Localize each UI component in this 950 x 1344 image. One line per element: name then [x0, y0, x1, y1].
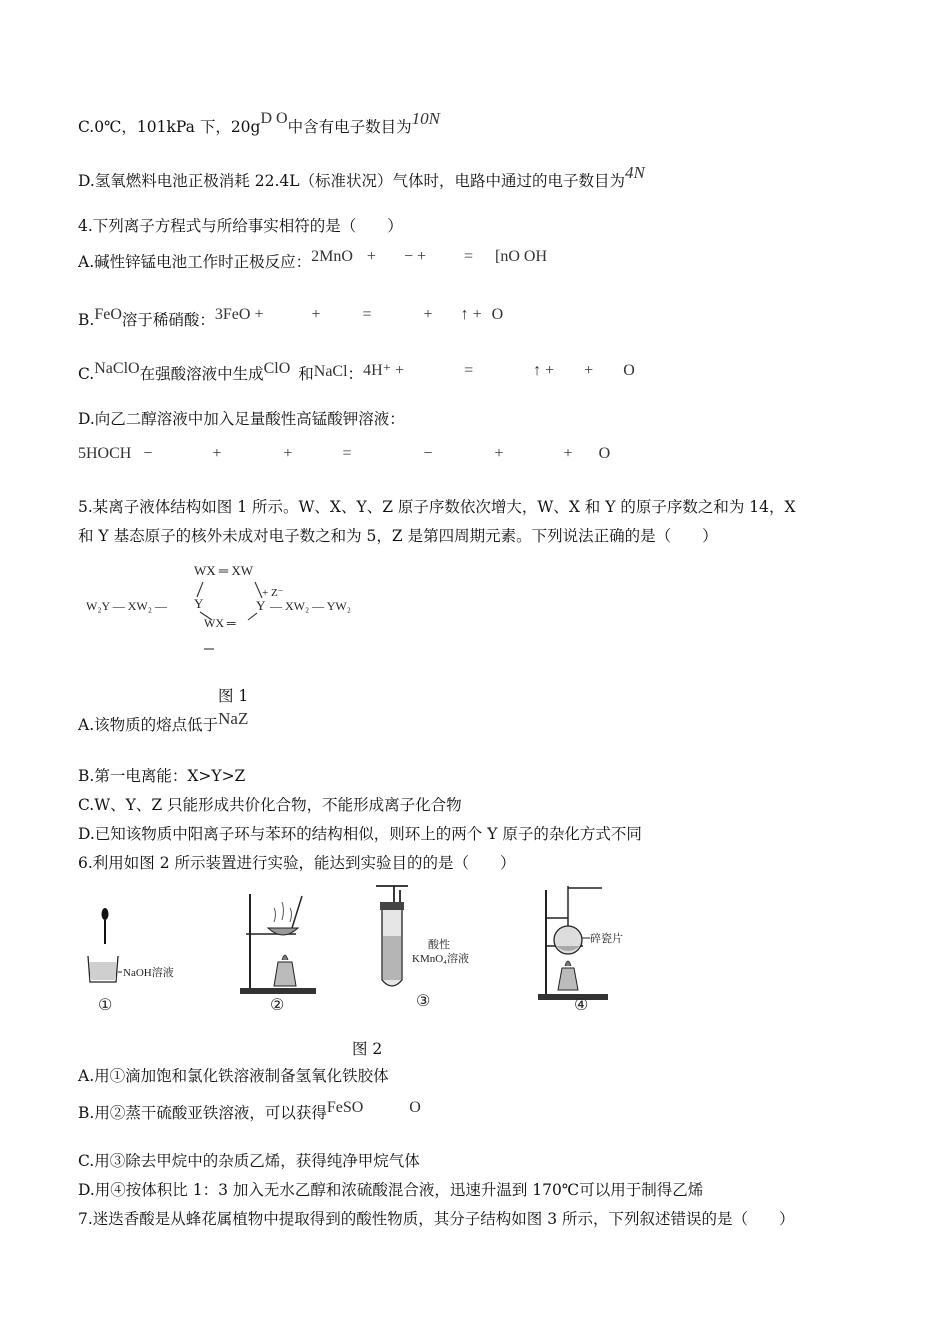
fig1-right-chain: — XW₂ — YW₂ — [270, 599, 351, 613]
question-5-line2: 和 Y 基态原子的核外未成对电子数之和为 5，Z 是第四周期元素。下列说法正确的是（ ） — [78, 527, 718, 545]
fig1-charge: + Z⁻ — [262, 587, 284, 599]
value-4na: 4N — [625, 163, 645, 182]
option-4b: B.FeO溶于稀硝酸：3FeO + + = + ↑ + O — [78, 306, 504, 329]
option-6c: C.用③除去甲烷中的杂质乙烯，获得纯净甲烷气体 — [78, 1152, 420, 1170]
question-5-line1: 5.某离子液体结构如图 1 所示。W、X、Y、Z 原子序数依次增大，W、X 和 Y 的原子序数之和为 14，X — [78, 498, 796, 516]
figure-2-apparatus — [78, 876, 658, 1016]
option-6b: B.用②蒸干硫酸亚铁溶液，可以获得FeSO O — [78, 1099, 421, 1122]
figure-1-structure — [80, 560, 380, 660]
option-6d: D.用④按体积比 1：3 加入无水乙醇和浓硫酸混合液，迅速升温到 170℃可以用于制得乙烯 — [78, 1181, 704, 1199]
label-acidic: 酸性 — [428, 939, 450, 951]
question-4: 4.下列离子方程式与所给事实相符的是（ ） — [78, 217, 403, 235]
value-10na: 10N — [411, 109, 440, 128]
apparatus-3-test-tube — [376, 886, 469, 1010]
label-4: ④ — [574, 997, 589, 1014]
fig1-y2: Y — [256, 598, 266, 613]
option-5b: B.第一电离能：X>Y>Z — [78, 767, 246, 785]
figure-1-caption: 图 1 — [218, 687, 249, 705]
formula-d2o: D O — [260, 110, 288, 127]
option-4a: A.碱性锌锰电池工作时正极反应：2MnO + − + = [nO OH — [78, 248, 548, 271]
label-2: ② — [270, 997, 285, 1014]
option-4d: D.向乙二醇溶液中加入足量酸性高锰酸钾溶液： — [78, 410, 405, 428]
equation-4a: 2MnO + − + = [nO OH — [311, 248, 548, 265]
fig1-top-group: WX ═ XW — [194, 563, 254, 578]
question-7: 7.迷迭香酸是从蜂花属植物中提取得到的酸性物质，其分子结构如图 3 所示，下列叙述错误的是（ ） — [78, 1210, 795, 1228]
equation-4b: 3FeO + + = + ↑ + O — [214, 306, 504, 323]
equation-4c: 4H⁺ + = ↑ + + O — [363, 362, 635, 379]
label-3: ③ — [416, 993, 431, 1010]
option-5d: D.已知该物质中阳离子环与苯环的结构相似，则环上的两个 Y 原子的杂化方式不同 — [78, 825, 642, 843]
fig1-y1: Y — [194, 596, 204, 611]
option-5c: C.W、Y、Z 只能形成共价化合物，不能形成离子化合物 — [78, 796, 462, 814]
label-naoh-solution: NaOH溶液 — [123, 967, 174, 979]
apparatus-1-dropper-beaker — [88, 908, 174, 1014]
option-3d: D.氢氧燃料电池正极消耗 22.4L（标准状况）气体时，电路中通过的电子数目为4N — [78, 163, 645, 190]
option-3c: C.0℃，101kPa 下，20gD O中含有电子数目为10N — [78, 109, 440, 136]
fig1-bottom-group: WX ═ — [204, 616, 236, 630]
label-broken-porcelain: 碎瓷片 — [590, 933, 623, 945]
figure-2-caption: 图 2 — [352, 1040, 383, 1058]
fig1-left-chain: W₂Y — XW₂ — — [86, 599, 167, 613]
label-1: ① — [98, 997, 113, 1014]
apparatus-4-flask — [538, 886, 623, 1014]
option-6a: A.用①滴加饱和氯化铁溶液制备氢氧化铁胶体 — [78, 1067, 389, 1085]
label-kmno4: KMnO₄溶液 — [412, 953, 470, 965]
option-5a: A.该物质的熔点低于NaZ — [78, 709, 249, 734]
option-4c: C.NaClO在强酸溶液中生成ClO 和NaCl：4H⁺ + = ↑ + + O — [78, 360, 635, 383]
apparatus-2-evaporation — [240, 894, 316, 1014]
equation-4d: 5HOCH − + + = − + + O — [78, 445, 611, 462]
question-6: 6.利用如图 2 所示装置进行实验，能达到实验目的的是（ ） — [78, 854, 516, 872]
